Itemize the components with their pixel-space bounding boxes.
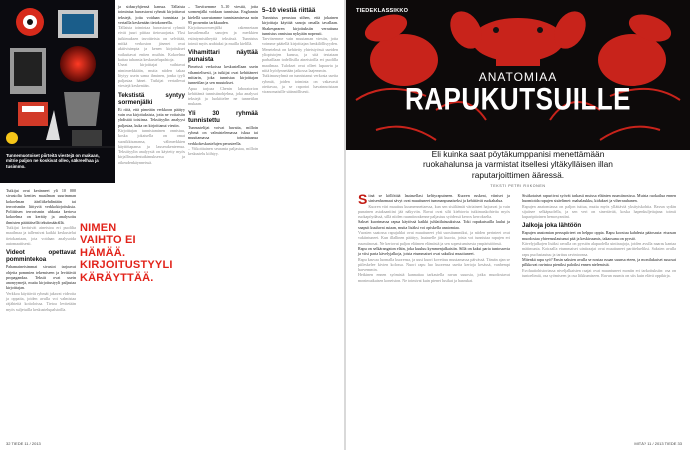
body-filler: Vuosien saatossa rapujuhlat ovat muuttuneet yhä suositummiksi, ja niiden perinteet ovat vakiintuneet. Kun illallinen päättyy, lautaselle jää kuoria, joista voi tunnistaa rapujen eri ruumiinosat. Ne kertovat paljon eläimen elämästä ja sen sopeutumisesta ympäristöönsä. xyxy=(358,230,510,246)
body-filler: Kuoren väri muuttuu kuumennettaessa, kun sen sisältämät väriaineet hajoavat ja vain punainen astaksantiini jää näkyviin. Ravut ovat silti kiehtovia tutkimuskohteita myös ruokapöydässä, sillä niiden ruumiinrakenne paljastuu syödessä kerros kerrokselta. xyxy=(358,203,510,220)
body-filler: Kirjoittajan tunnistaminen onnistuu, koska jokaisella on omat suosikkisanansa, välimerkkien käyttötapansa ja lauserakenteensa. Tekstityylin analyysiä on käytetty myös kirjallisuudentutkimuksessa ja oikeudenkäynneissä. xyxy=(118,127,185,165)
section-label: TIEDEKLASSIKKO xyxy=(356,8,409,14)
body-paragraph: Tunnistus perustuu siihen, että jokainen kirjoittaja käyttää sanoja omalla tavallaan. Shakespearen kirjoituksiin verrattuna tunnistus onnistuu nykyään nopeasti. xyxy=(262,15,338,36)
subheading: Jalkoja joka lähtöön xyxy=(522,222,582,230)
crayfish-illustration xyxy=(346,0,690,150)
drop-cap: S xyxy=(358,191,368,207)
body-filler: Apua tarjoaa Chenin laboratorion kehittämä tunnistinohjelma, joka analysoi tekstejä ja luokittelee ne tunnetilan mukaan. xyxy=(188,85,258,107)
body-filler: – Viikoittainen seuranta paljastaa, milloin keskustelu kiihtyy. xyxy=(188,145,258,157)
article-column-2 xyxy=(118,4,185,165)
body-paragraph: Rapu on selkärangaton eläin, joka kuuluu kymmenjalkaisiin. Sillä on kaksi paria tuntosarvia ja viisi paria kävelyjalkoja, joista etummaiset ovat saksiksi muuttuneet. xyxy=(358,245,510,257)
body-paragraph: Pimeissä verkoissa keskustellaan usein vihamielisesti, ja tutkijat ovat kehittäneet mittarin, joka tunnistaa kirjoittajan tunnetilan ja sen muutokset. xyxy=(188,64,258,86)
title-top: ANATOMIAA xyxy=(478,70,558,84)
body-filler: Hetkinen ennen syömistä kannattaa tarkastella ravun suuosia, jotka muodostavat monimutkaisen koneiston. Ne toimivat kuin pienet lusikat ja haarukat. xyxy=(358,272,510,283)
pull-quote: NIMEN VAIHTO EI HÄMÄÄ. KIRJOITUSTYYLI KÄRÄYTTÄÄ. xyxy=(80,222,173,284)
image-caption: Tunnemuotoiset piirteitä viestejä on makaan, mitrie paljon ne koskivat olleo, säkreelhaa ja tusimmo. xyxy=(6,153,100,169)
body-filler: Kirjoitussormenjälki rakennetaan kuvailemalla sanojen ja merkkien esiintymistiheyttä tekstissä. Tunnistus toimii myös arabiaksi ja muilla kielillä. xyxy=(188,25,258,47)
lede: Eli kuinka saat pöytäkumppanisi menettämään ruokahalunsa ja varmistat itsellesi yltäkylläisen illan raputarjoittimen ääressä. xyxy=(423,149,613,180)
body-paragraph: Sisäkotaiset rapuriivat syövät tarkasti muissa eläinten ruumiinosissa. Muista ruokailua ennen huomioida rapujen sisäelimet: mahalaukku, kidukset ja viherrauhanen. xyxy=(522,193,676,204)
right-page xyxy=(346,0,690,450)
body-filler: Tutkimusryhmä on tunnistanut verkosta useita ryhmiä, joiden toiminta on vakavasti otettavaa, ja se raportoi havainnoistaan viranomaisille säännöllisesti. xyxy=(262,73,338,95)
article-column-2 xyxy=(522,193,676,278)
subheading: Videot opettavat pommintekoa xyxy=(6,249,76,264)
article-column-1 xyxy=(358,193,510,283)
body-paragraph: Sakset kuorimassa rapua käytössä kaikki juhlatilaisuuksissa. Toki rapukutsuilla laulut ja snapsit kuuluvat asiaan, mutta lisäksi voi opiskella anatomiaa. xyxy=(358,219,510,230)
body-filler: Rapu kasvaa luomalla kuorensa, ja uusi kuori kovettuu muutamassa päivässä. Tämän ajan se piileskelee kivien kolossa. Nuori rapu luo kuorensa useita kertoja kesässä, vanhempi harvemmin. xyxy=(358,256,510,273)
body-paragraph: Pahamaineisimmat sivustot tarjoavat ohjeita pommien tekemiseen ja levittävät propagandaa. Tekstit ovat usein anonyymejä, mutta kirjoitustyyli paljastaa kirjoittajan. xyxy=(6,264,76,291)
body-paragraph: Tutkijat ovat keränneet yli 10 000 sivustolta kenties maailman suurimman kokoelman ääriliikehdintään tai terrorismiin liittyviä verkkokirjoituksia. Poliittisen terrorismin uhkasta kertova kokoelma on kerätty ja analysoitu ihmisten päättäisellä tekstimäärällä. xyxy=(6,188,76,225)
hacker-illustration xyxy=(0,0,115,183)
body-filler: Evoluutiohistoriassa niveljalkaisten raajat ovat muuntuneet moniin eri tarkoituksiin: osa on tuntoelimiä, osa syömiseen ja osa liikkumiseen. Ravun ruumis on siis kuin elävä oppikirja. xyxy=(522,267,676,278)
title-main: RAPUKUTSUILLE xyxy=(404,80,632,117)
body-filler: Useat kirjoittajat vaihtavat nimimerkkiään, mutta niiden takaa löytyy usein sama ihminen, jonka tyyli paljastaa hänet. Tutkijat vertailevat viestejä keskenään. xyxy=(118,62,185,89)
article-column-4 xyxy=(262,4,338,94)
body-filler: Rapujen anatomiassa on paljon tuttua, mutta myös yllättäviä yksityiskohtia. Ravun sydän sijaitsee selkäpuolella, ja sen veri on sinertävää, koska hapenkuljettajana toimii kuparipitoinen hemosyaniini. xyxy=(522,203,676,220)
body-filler: Verkkoa käyttävät ryhmät jakavat videoita ja oppaita, joiden avulla voi valmistaa räjähteitä kotioloissa. Tietoa levitetään myös suljetuilla keskustelupalstoilla. xyxy=(6,290,76,312)
subheading: Yli 30 ryhmää tunnistettu xyxy=(188,109,258,124)
body-paragraph: – Tarvitsemme 5–10 viestiä, jotta sormenjälki voidaan tunnistaa. Englannin kielellä saavutamme tunnistamisessa noin 95 prosentin tarkkuuden. xyxy=(188,4,258,25)
subheading: Vihamittari näyttää punaista xyxy=(188,49,258,64)
page-footer: 32 TIEDE 11 / 2013 xyxy=(6,441,41,446)
page-footer: MITÄ? 11 / 2013 TIEDE 33 xyxy=(634,441,682,446)
byline: TEKSTI PETRI RIIKONEN xyxy=(490,184,546,188)
body-filler: Kävelyjalkojen lisäksi ravulla on pyrstön alapuolella uintiraajoja, joiden avulla naaras kantaa mätimunia. Koiraalla etummaiset uintiraajat ovat muuttuneet parittelueliksi. Saksien avulla rapu puolustautuu ja tarttuu ravintoonsa. xyxy=(522,241,676,257)
article-column-3 xyxy=(188,4,258,157)
body-paragraph: Rapujen anatomian peruspiirteet on helppo oppia. Rapu koostuu kahdesta pääosasta: etuosan muodostaa yhteensulautunut pää ja keskiruumis, takaosana on pyrstö. xyxy=(522,230,676,241)
article-column-1 xyxy=(6,188,76,312)
body-filler: Tällaista toimintaa harrastavat ryhmät eivät juuri piittaa tietosuojasta. Yksi tutkimuksen tavoitteista on selvittää, mitkä verkoston jäsenet ovat aktiivisimpia ja kenen kirjoitukset vaikuttavat eniten muihin. Kokoelma kattaa tuhansia keskustelupalstoja. xyxy=(118,25,185,62)
body-paragraph: iinä se köllöttää lautasellasi kelttyrapuineen. Kuoren ruskeat, viiniset ja sinisenharmaat sävyt ovat muuttuneet tummanpunaiseksi ja kehittävät ruokahalua. xyxy=(368,193,510,204)
body-paragraph: Mitenkä rapu syö? Ensin saksien avulla se nostaa ruuan suunsa eteen, ja monilukuiset suuosat pilkkovat ravintoa pieniksi paloiksi ennen nielemistä. xyxy=(522,256,676,268)
body-paragraph: Ei riitä, että pimeään verkkoon päätyy vain osa kirjoituksista, jotta ne voitaisiin yhdistää toisiinsa. Tekstityylin analyysi paljastaa, kuka on kirjoittanut viestin. xyxy=(118,106,185,128)
body-paragraph: Tunnustelijat voivat havaita, milloin ryhmä on valmistelemassa iskua tai muuttamassa toimintaansa verkkokeskustelujen perusteella. xyxy=(188,124,258,146)
subheading: Tekstistä syntyy sormenjälki xyxy=(118,91,185,106)
body-paragraph: ja sidusryhjiensä kanssa. Tällaista toimintaa harrastavat ryhmät kirjoittavat tekstejä, joita voidaan tunnistaa ja vertailla keskenään tietokoneella. xyxy=(118,4,185,25)
body-filler: Tarvitsemme vain muutaman viestin, jotta voimme päätellä kirjoittajan henkilöllisyyden. Menetelmä on kehitetty yhteistyössä useiden yliopistojen kanssa, ja sitä testataan parhaillaan todellisilla aineistoilla eri puolilla maailmaa. Tulokset ovat olleet lupaavia ja niitä hyödynnetään jatkossa laajemmin. xyxy=(262,36,338,73)
body-filler: Tutkijat keräsivät aineistoa eri puolilta maailmaa ja tallensivat kaikki keskustelut tietokantaan, jota voidaan analysoida automaattisesti. xyxy=(6,225,76,246)
left-page xyxy=(0,0,344,450)
subheading: 5–10 viestiä riittää xyxy=(262,7,316,14)
